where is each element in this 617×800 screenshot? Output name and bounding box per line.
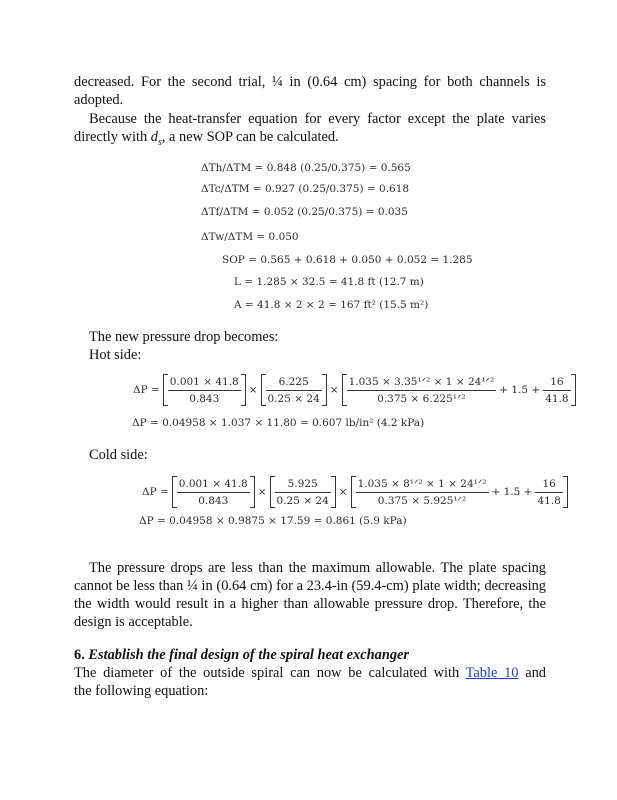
hot-side-equation xyxy=(130,374,576,406)
hot-lhs: ΔP = xyxy=(133,384,160,396)
sop-equation: SOP = 0.565 + 0.618 + 0.050 + 0.052 = 1.285 xyxy=(222,254,473,266)
para2-text-b: , a new SOP can be calculated. xyxy=(161,129,339,145)
hot-frac-3 xyxy=(347,376,497,405)
cold-frac-1-num: 0.001 × 41.8 xyxy=(177,478,250,493)
ratio-hot: ΔTh/ΔTM = 0.848 (0.25/0.375) = 0.565 xyxy=(201,162,411,174)
paragraph-diameter xyxy=(74,664,546,700)
para4-text-a: The diameter of the outside spiral can now be calculated with xyxy=(74,665,466,681)
hot-frac-2 xyxy=(266,376,322,405)
cold-lhs: ΔP = xyxy=(142,486,169,498)
table-10-link[interactable]: Table 10 xyxy=(465,665,519,681)
para1-line1: decreased. For the second trial, ¼ in (0.64 cm) spacing for both channels is xyxy=(74,74,546,90)
bracket-close xyxy=(563,476,568,508)
pressure-intro-text: The new pressure drop becomes: xyxy=(89,329,279,345)
variable-d: d xyxy=(150,129,158,145)
times-op: × xyxy=(248,384,258,396)
cold-frac-2 xyxy=(275,478,331,507)
cold-frac-3 xyxy=(356,478,489,507)
length-equation: L = 1.285 × 32.5 = 41.8 ft (12.7 m) xyxy=(234,276,424,288)
para2-text-a: directly with xyxy=(74,129,151,145)
cold-frac-3-den: 0.375 × 5.925¹ᐟ² xyxy=(377,494,467,507)
paragraph-conclusion: The pressure drops are less than the maximum allowable. The plate spacing cannot be less than ¼ in (0.64 cm) for a 23.4-in (59.4-cm) plate width; decreasing the width would result in a higher than allowable pressure drop. Therefore, the design is acceptable. xyxy=(74,560,546,630)
cold-frac-2-num: 5.925 xyxy=(275,478,331,493)
ratio-fouling: ΔTf/ΔTM = 0.052 (0.25/0.375) = 0.035 xyxy=(201,206,408,218)
times-op: × xyxy=(257,486,267,498)
ratio-cold: ΔTc/ΔTM = 0.927 (0.25/0.375) = 0.618 xyxy=(201,183,410,195)
bracket-close xyxy=(571,374,576,406)
cold-mid-terms: + 1.5 + xyxy=(491,486,533,498)
area-equation: A = 41.8 × 2 × 2 = 167 ft² (15.5 m²) xyxy=(234,299,429,311)
hot-frac-1-num: 0.001 × 41.8 xyxy=(168,376,241,391)
hot-frac-2-den: 0.25 × 24 xyxy=(267,392,320,405)
hot-side-label: Hot side: xyxy=(89,347,142,363)
heading-number: 6. xyxy=(74,647,85,663)
paragraph-sop-intro xyxy=(74,110,546,152)
para1-line2: adopted. xyxy=(74,92,124,108)
para2-line1: Because the heat-transfer equation for every factor except the plate varies xyxy=(89,111,546,127)
hot-frac-2-num: 6.225 xyxy=(266,376,322,391)
hot-frac-3-den: 0.375 × 6.225¹ᐟ² xyxy=(377,392,466,405)
hot-frac-4 xyxy=(543,376,570,405)
cold-side-equation xyxy=(139,476,568,508)
para2-line2 xyxy=(74,128,546,152)
para4-line2: the following equation: xyxy=(74,683,209,699)
cold-frac-4-den: 41.8 xyxy=(537,494,561,507)
hot-frac-3-num: 1.035 × 3.35¹ᐟ² × 1 × 24¹ᐟ² xyxy=(347,376,497,391)
section-heading xyxy=(74,646,546,664)
times-op: × xyxy=(338,486,348,498)
cold-frac-1 xyxy=(177,478,250,507)
subscript-s: s xyxy=(157,136,162,148)
cold-frac-1-den: 0.843 xyxy=(198,494,229,507)
para4-line1 xyxy=(74,664,546,682)
hot-frac-4-den: 41.8 xyxy=(545,392,569,405)
cold-frac-2-den: 0.25 × 24 xyxy=(276,494,329,507)
heading-text: Establish the final design of the spiral heat exchanger xyxy=(88,647,410,663)
paragraph-continuation xyxy=(74,73,546,109)
cold-frac-3-num: 1.035 × 8¹ᐟ² × 1 × 24¹ᐟ² xyxy=(356,478,489,493)
hot-frac-1-den: 0.843 xyxy=(189,392,220,405)
ratio-wall: ΔTw/ΔTM = 0.050 xyxy=(201,231,299,243)
cold-frac-4-num: 16 xyxy=(535,478,562,493)
cold-side-label: Cold side: xyxy=(89,447,148,463)
hot-frac-4-num: 16 xyxy=(543,376,570,391)
times-op: × xyxy=(329,384,339,396)
hot-frac-1 xyxy=(168,376,241,405)
cold-side-result: ΔP = 0.04958 × 0.9875 × 17.59 = 0.861 (5.9 kPa) xyxy=(139,515,407,527)
pressure-intro xyxy=(89,328,561,364)
cold-frac-4 xyxy=(535,478,562,507)
hot-mid-terms: + 1.5 + xyxy=(499,384,541,396)
para4-text-b: and xyxy=(518,665,546,681)
hot-side-result: ΔP = 0.04958 × 1.037 × 11.80 = 0.607 lb/in² (4.2 kPa) xyxy=(132,417,425,429)
